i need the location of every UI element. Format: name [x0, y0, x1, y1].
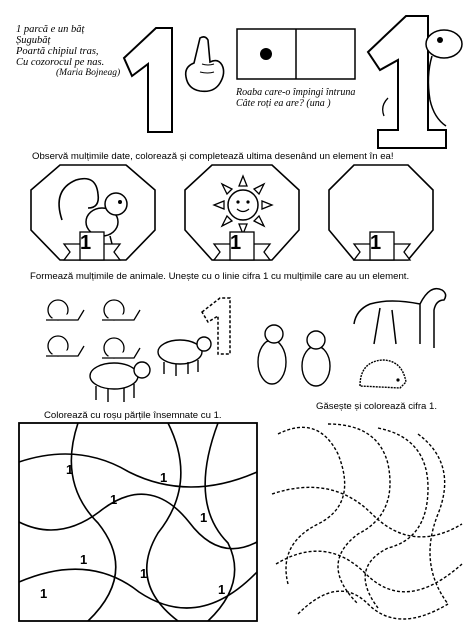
hidden-digits-tangle[interactable] — [268, 414, 466, 620]
badge-digit: 1 — [230, 232, 242, 254]
instruction-observe: Observă mulțimile date, colorează și completează ultima desenând un element în ea! — [32, 151, 394, 162]
poem-line-1: 1 parcă e un băț — [16, 24, 85, 35]
riddle — [236, 87, 355, 109]
big-digit-one-outline — [118, 24, 176, 136]
poem — [16, 24, 120, 79]
poem-author: (Maria Bojneag) — [56, 68, 121, 78]
instruction-find: Găsește și colorează cifra 1. — [316, 401, 438, 412]
hedgehog-icon — [356, 356, 408, 396]
finger-one-icon — [182, 34, 228, 94]
puzzle-digit: 1 — [110, 492, 118, 507]
poem-line-3: Poartă chipiul tras, — [16, 46, 99, 57]
puzzle-digit: 1 — [200, 510, 208, 525]
sun-icon — [210, 172, 276, 238]
puzzle-digit: 1 — [218, 582, 226, 597]
buffalo-icon — [80, 330, 230, 404]
puzzle-digit: 1 — [160, 470, 168, 485]
badge-digit: 1 — [80, 232, 92, 254]
ribbon-badge — [62, 230, 122, 264]
instruction-form: Formează mulțimile de animale. Unește cu o linie cifra 1 cu mulțimile care au un element. — [30, 271, 410, 282]
horse-icon — [350, 282, 454, 352]
instruction-color: Colorează cu roșu părțile însemnate cu 1. — [44, 410, 222, 421]
dragon-one-icon — [358, 8, 470, 154]
poem-line-2: Șugubăț — [16, 35, 51, 46]
badge-digit: 1 — [370, 232, 382, 254]
domino-one-dot — [236, 28, 356, 80]
puzzle-digit: 1 — [80, 552, 88, 567]
puzzle-digit: 1 — [140, 566, 148, 581]
riddle-line-1: Roaba care-o împingi întruna — [236, 87, 356, 98]
puzzle-digit: 1 — [40, 586, 48, 601]
puzzle-digit: 1 — [66, 462, 74, 477]
poem-line-4: Cu cozorocul pe nas. — [16, 57, 105, 68]
ribbon-badge — [212, 230, 272, 264]
riddle-line-2: Câte roți ea are? (una ) — [236, 98, 331, 109]
penguin-icon — [250, 318, 342, 392]
ribbon-badge — [352, 230, 412, 264]
